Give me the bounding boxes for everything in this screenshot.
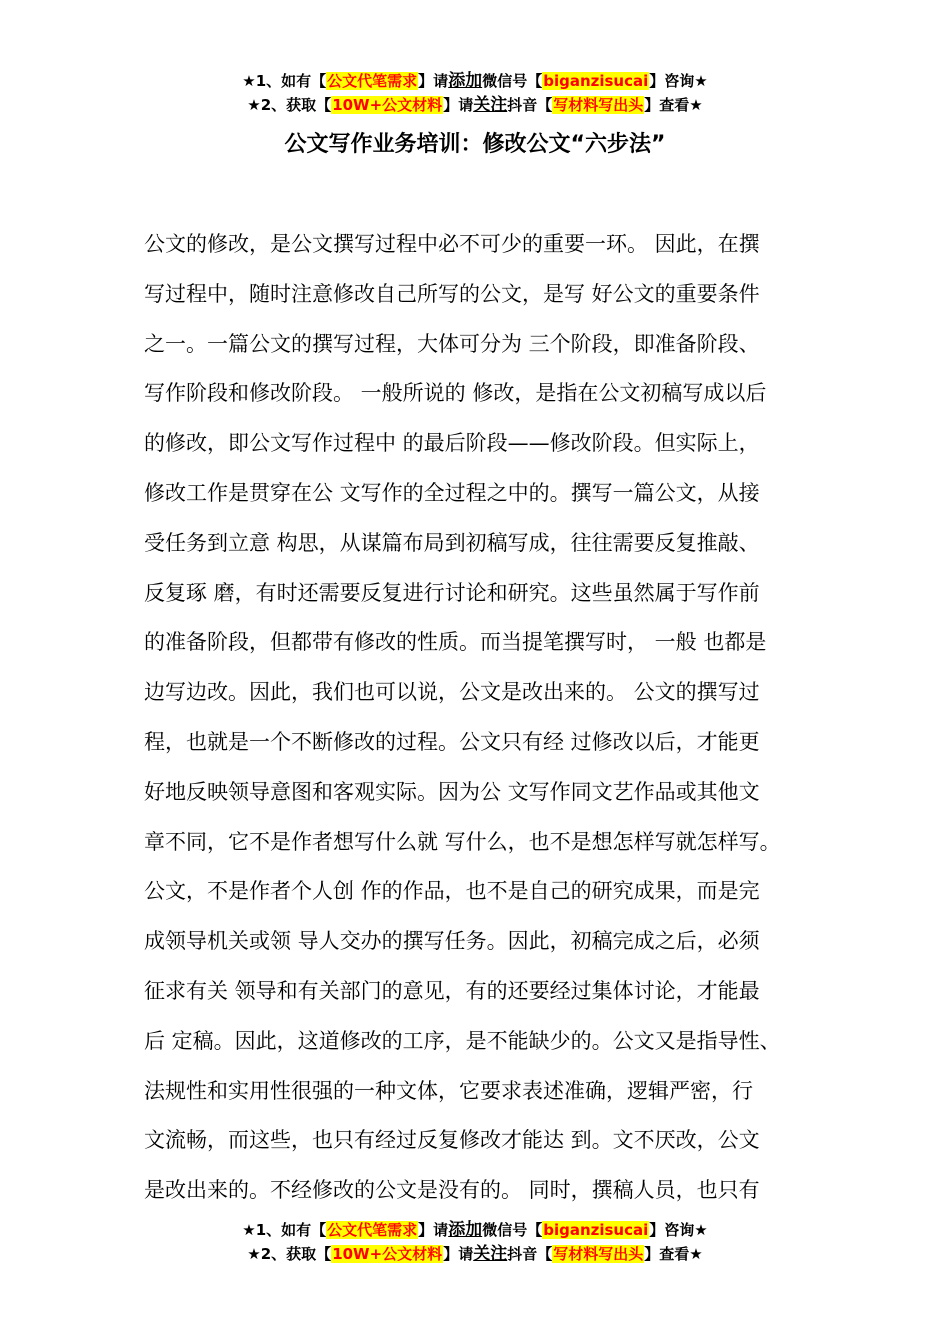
- footer-banner: [0, 1218, 950, 1266]
- highlight-douyin-account: 写材料写出头: [553, 1245, 644, 1263]
- banner-text: 抖音【: [507, 96, 553, 114]
- body-line: 成领导机关或领 导人交办的撰写任务。因此，初稿完成之后，必须: [144, 929, 760, 954]
- header-banner: [0, 69, 950, 117]
- banner-line-1: [0, 69, 950, 93]
- banner-text: 】请: [418, 1221, 449, 1239]
- emphasis-add: 添加: [448, 71, 483, 91]
- body-line: 公文，不是作者个人创 作的作品，也不是自己的研究成果，而是完: [144, 879, 760, 904]
- banner-text: 微信号【: [482, 1221, 543, 1239]
- highlight-ghostwriting: 公文代笔需求: [327, 72, 418, 90]
- banner-text: 】请: [443, 1245, 474, 1263]
- highlight-ghostwriting: 公文代笔需求: [327, 1221, 418, 1239]
- body-line: 之一。一篇公文的撰写过程，大体可分为 三个阶段，即准备阶段、: [144, 331, 760, 356]
- body-line: 征求有关 领导和有关部门的意见，有的还要经过集体讨论，才能最: [144, 978, 760, 1003]
- body-line: 程，也就是一个不断修改的过程。公文只有经 过修改以后，才能更: [144, 729, 760, 754]
- highlight-douyin-account: 写材料写出头: [553, 96, 644, 114]
- banner-text: 】咨询★: [649, 1221, 708, 1239]
- body-line: 边写边改。因此，我们也可以说，公文是改出来的。 公文的撰写过: [144, 680, 760, 705]
- highlight-wechat-id: biganzisucai: [543, 1221, 649, 1239]
- banner-line-2: [0, 93, 950, 117]
- body-line: 的准备阶段，但都带有修改的性质。而当提笔撰写时， 一般 也都是: [144, 630, 767, 655]
- banner-text: ★1、如有【: [242, 1221, 327, 1239]
- banner-text: ★1、如有【: [242, 72, 327, 90]
- body-line: 公文的修改，是公文撰写过程中必不可少的重要一环。 因此，在撰: [144, 232, 760, 256]
- emphasis-follow: 关注: [473, 1244, 508, 1264]
- body-line: 受任务到立意 构思，从谋篇布局到初稿写成，往往需要反复推敲、: [144, 530, 760, 555]
- body-line: 写过程中，随时注意修改自己所写的公文，是写 好公文的重要条件: [144, 281, 760, 306]
- banner-text: 】请: [418, 72, 449, 90]
- body-line: 反复琢 磨，有时还需要反复进行讨论和研究。这些虽然属于写作前: [144, 580, 760, 605]
- document-body: [144, 220, 824, 1216]
- body-line: 是改出来的。不经修改的公文是没有的。 同时，撰稿人员，也只有: [144, 1178, 760, 1203]
- banner-text: ★2、获取【: [247, 96, 332, 114]
- body-line: 写作阶段和修改阶段。 一般所说的 修改，是指在公文初稿写成以后: [144, 381, 767, 406]
- highlight-materials: 10W+公文材料: [332, 1245, 443, 1263]
- banner-text: 】请: [443, 96, 474, 114]
- banner-text: ★2、获取【: [247, 1245, 332, 1263]
- highlight-materials: 10W+公文材料: [332, 96, 443, 114]
- banner-line-1: [0, 1218, 950, 1242]
- body-line: 文流畅，而这些，也只有经过反复修改才能达 到。文不厌改，公文: [144, 1128, 760, 1153]
- banner-text: 】查看★: [644, 1245, 703, 1263]
- banner-text: 】咨询★: [649, 72, 708, 90]
- body-line: 好地反映领导意图和客观实际。因为公 文写作同文艺作品或其他文: [144, 779, 760, 804]
- document-title: 公文写作业务培训：修改公文“六步法”: [284, 132, 666, 157]
- body-line: 修改工作是贯穿在公 文写作的全过程之中的。撰写一篇公文，从接: [144, 480, 760, 505]
- banner-text: 抖音【: [507, 1245, 553, 1263]
- banner-line-2: [0, 1242, 950, 1266]
- body-line: 法规性和实用性很强的一种文体，它要求表述准确，逻辑严密，行: [144, 1078, 753, 1103]
- body-line: 章不同，它不是作者想写什么就 写什么，也不是想怎样写就怎样写。: [144, 829, 781, 854]
- body-line: 的修改，即公文写作过程中 的最后阶段——修改阶段。但实际上，: [144, 431, 760, 456]
- emphasis-follow: 关注: [473, 95, 508, 115]
- highlight-wechat-id: biganzisucai: [543, 72, 649, 90]
- banner-text: 微信号【: [482, 72, 543, 90]
- emphasis-add: 添加: [448, 1220, 483, 1240]
- body-line: 后 定稿。因此，这道修改的工序，是不能缺少的。公文又是指导性、: [144, 1028, 781, 1053]
- banner-text: 】查看★: [644, 96, 703, 114]
